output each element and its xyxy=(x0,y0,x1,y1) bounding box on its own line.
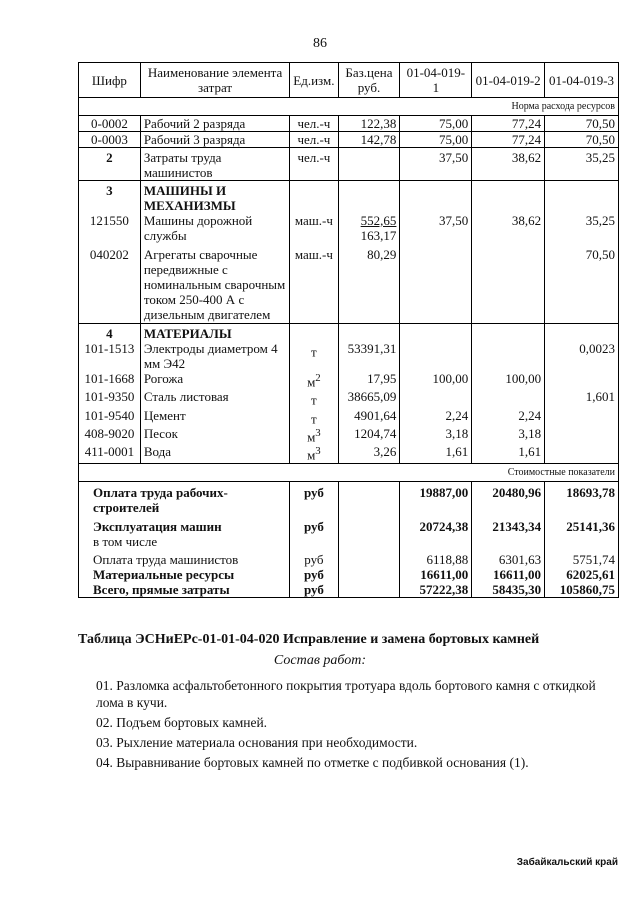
cell-unit: маш.-ч xyxy=(290,243,338,324)
cell-unit: т xyxy=(290,389,338,407)
price-value-secondary: 163,17 xyxy=(360,228,397,243)
cell-price: 38665,09 xyxy=(338,389,400,407)
cell-v3 xyxy=(545,371,619,389)
cell-v2 xyxy=(472,341,545,371)
cell-v2: 1,61 xyxy=(472,444,545,463)
norms-caption: Норма расхода ресурсов xyxy=(79,98,619,116)
cell-v3: 70,50 xyxy=(545,132,619,148)
cell-v2: 2,24 xyxy=(472,408,545,426)
cell-v3 xyxy=(545,444,619,463)
table-row xyxy=(79,426,619,444)
cell-name: Рогожа xyxy=(140,371,289,389)
cell-unit: маш.-ч xyxy=(290,213,338,243)
cost-v3: 5751,74 xyxy=(545,549,619,567)
cell-price xyxy=(338,148,400,181)
table-row xyxy=(79,243,619,324)
cost-row xyxy=(79,515,619,534)
cost-row xyxy=(79,534,619,549)
table-row xyxy=(79,408,619,426)
cell-v1: 2,24 xyxy=(400,408,472,426)
cost-v2: 20480,96 xyxy=(472,481,545,515)
cost-name: Оплата труда машинистов xyxy=(79,549,290,567)
cell-price: 53391,31 xyxy=(338,341,400,371)
price-value: 552,65 xyxy=(360,213,397,228)
cell-v3: 35,25 xyxy=(545,148,619,181)
cell-name: Вода xyxy=(140,444,289,463)
cost-v3: 105860,75 xyxy=(545,582,619,598)
cost-name: Материальные ресурсы xyxy=(79,567,290,582)
cell-code: 121550 xyxy=(79,213,141,243)
header-col1: 01-04-019-1 xyxy=(400,63,472,98)
cell-price: 17,95 xyxy=(338,371,400,389)
cost-v1: 57222,38 xyxy=(400,582,472,598)
cell-v1: 37,50 xyxy=(400,148,472,181)
section-title: МАТЕРИАЛЫ xyxy=(140,324,289,342)
cell-name: Сталь листовая xyxy=(140,389,289,407)
cell-price: 1204,74 xyxy=(338,426,400,444)
cell-code: 101-9540 xyxy=(79,408,141,426)
resource-norms-table xyxy=(78,62,619,598)
table-header-row xyxy=(79,63,619,98)
table-row xyxy=(79,371,619,389)
cell-code: 101-9350 xyxy=(79,389,141,407)
cell-price: 3,26 xyxy=(338,444,400,463)
cell-unit: чел.-ч xyxy=(290,132,338,148)
cell-code: 101-1668 xyxy=(79,371,141,389)
cell-v3 xyxy=(545,426,619,444)
cost-caption-row xyxy=(79,463,619,481)
cell-code: 2 xyxy=(79,148,141,181)
cost-v1: 20724,38 xyxy=(400,515,472,534)
cell-v1: 3,18 xyxy=(400,426,472,444)
cell-v1: 37,50 xyxy=(400,213,472,243)
cell-v3 xyxy=(545,408,619,426)
header-price: Баз.цена руб. xyxy=(338,63,400,98)
cell-v1 xyxy=(400,243,472,324)
cell-v2: 3,18 xyxy=(472,426,545,444)
cost-row xyxy=(79,481,619,515)
cost-unit: руб xyxy=(290,549,338,567)
cell-name: Машины дорожной службы xyxy=(140,213,289,243)
cell-v1: 1,61 xyxy=(400,444,472,463)
cost-v1: 16611,00 xyxy=(400,567,472,582)
cost-caption: Стоимостные показатели xyxy=(79,463,619,481)
cost-row xyxy=(79,567,619,582)
cell-price: 80,29 xyxy=(338,243,400,324)
cost-row xyxy=(79,549,619,567)
table-title: Таблица ЭСНиЕРс-01-01-04-020 Исправление и замена бортовых камней xyxy=(78,632,540,647)
cell-name: Рабочий 2 разряда xyxy=(140,116,289,132)
cell-code: 040202 xyxy=(79,243,141,324)
cell-price: 122,38 xyxy=(338,116,400,132)
cell-unit: $м^3$ xyxy=(290,426,338,444)
cost-name: Оплата труда рабочих-строителей xyxy=(79,481,290,515)
list-item: 03. Рыхление материала основания при необходимости. xyxy=(96,735,418,750)
cell-unit: $м^2$ xyxy=(290,371,338,389)
work-list xyxy=(96,677,623,771)
list-item: 04. Выравнивание бортовых камней по отметке с подбивкой основания (1). xyxy=(96,755,529,770)
cell-name: Электроды диаметром 4 мм Э42 xyxy=(140,341,289,371)
cell-v3: 70,50 xyxy=(545,243,619,324)
table-row xyxy=(79,389,619,407)
cell-code: 0-0002 xyxy=(79,116,141,132)
cost-v1: 19887,00 xyxy=(400,481,472,515)
cost-unit: руб xyxy=(290,481,338,515)
header-name: Наименование элемента затрат xyxy=(140,63,289,98)
cost-unit: руб xyxy=(290,567,338,582)
table-row xyxy=(79,341,619,371)
header-col2: 01-04-019-2 xyxy=(472,63,545,98)
cell-v2: 77,24 xyxy=(472,116,545,132)
list-item: 02. Подъем бортовых камней. xyxy=(96,715,268,730)
section-title: МАШИНЫ И МЕХАНИЗМЫ xyxy=(140,181,289,214)
table-row xyxy=(79,148,619,181)
cost-name: Всего, прямые затраты xyxy=(79,582,290,598)
table-row xyxy=(79,213,619,243)
cell-price: 4901,64 xyxy=(338,408,400,426)
cell-v2 xyxy=(472,389,545,407)
cell-v1 xyxy=(400,389,472,407)
cell-unit: т xyxy=(290,341,338,371)
list-item: 01. Разломка асфальтобетонного покрытия тротуара вдоль бортового камня с откидкой лома в кучи. xyxy=(96,678,596,710)
header-code: Шифр xyxy=(79,63,141,98)
cell-name: Затраты труда машинистов xyxy=(140,148,289,181)
cell-name: Агрегаты сварочные передвижные с номинальным сварочным током 250-400 А с дизельным двигателем xyxy=(140,243,289,324)
cell-code: 0-0003 xyxy=(79,132,141,148)
cost-v3: 25141,36 xyxy=(545,515,619,534)
header-col3: 01-04-019-3 xyxy=(545,63,619,98)
cell-code: 411-0001 xyxy=(79,444,141,463)
cost-v1: 6118,88 xyxy=(400,549,472,567)
table-row xyxy=(79,116,619,132)
cell-unit: чел.-ч xyxy=(290,148,338,181)
norms-caption-row xyxy=(79,98,619,116)
cell-v2: 38,62 xyxy=(472,148,545,181)
cell-price: 142,78 xyxy=(338,132,400,148)
cell-v2: 77,24 xyxy=(472,132,545,148)
cell-code: 101-1513 xyxy=(79,341,141,371)
section-row xyxy=(79,181,619,214)
cell-v1: 100,00 xyxy=(400,371,472,389)
cell-v2: 38,62 xyxy=(472,213,545,243)
cell-v3: 35,25 xyxy=(545,213,619,243)
cost-v2: 58435,30 xyxy=(472,582,545,598)
section-code: 3 xyxy=(79,181,141,214)
cost-row xyxy=(79,582,619,598)
cell-v2 xyxy=(472,243,545,324)
cost-v2: 16611,00 xyxy=(472,567,545,582)
cell-name: Песок xyxy=(140,426,289,444)
cost-unit: руб xyxy=(290,582,338,598)
work-composition-title: Состав работ: xyxy=(273,653,367,668)
header-unit: Ед.изм. xyxy=(290,63,338,98)
cell-code: 408-9020 xyxy=(79,426,141,444)
cell-unit: чел.-ч xyxy=(290,116,338,132)
cell-v1: 75,00 xyxy=(400,132,472,148)
cell-unit: т xyxy=(290,408,338,426)
cell-v3: 70,50 xyxy=(545,116,619,132)
cell-v1 xyxy=(400,341,472,371)
cost-name: в том числе xyxy=(79,534,290,549)
cost-v2: 21343,34 xyxy=(472,515,545,534)
cell-v3: 1,601 xyxy=(545,389,619,407)
cost-v3: 62025,61 xyxy=(545,567,619,582)
cost-v2: 6301,63 xyxy=(472,549,545,567)
cell-v2: 100,00 xyxy=(472,371,545,389)
cell-unit: $м^3$ xyxy=(290,444,338,463)
cell-price xyxy=(338,213,400,243)
section-code: 4 xyxy=(79,324,141,342)
cell-name: Рабочий 3 разряда xyxy=(140,132,289,148)
cell-v1: 75,00 xyxy=(400,116,472,132)
cell-name: Цемент xyxy=(140,408,289,426)
cost-v3: 18693,78 xyxy=(545,481,619,515)
section-row xyxy=(79,324,619,342)
footer-region: Забайкальский край xyxy=(516,857,618,868)
page-number: 86 xyxy=(313,36,327,51)
cost-unit: руб xyxy=(290,515,338,534)
cell-v3: 0,0023 xyxy=(545,341,619,371)
cost-name: Эксплуатация машин xyxy=(79,515,290,534)
table-row xyxy=(79,132,619,148)
table-row xyxy=(79,444,619,463)
